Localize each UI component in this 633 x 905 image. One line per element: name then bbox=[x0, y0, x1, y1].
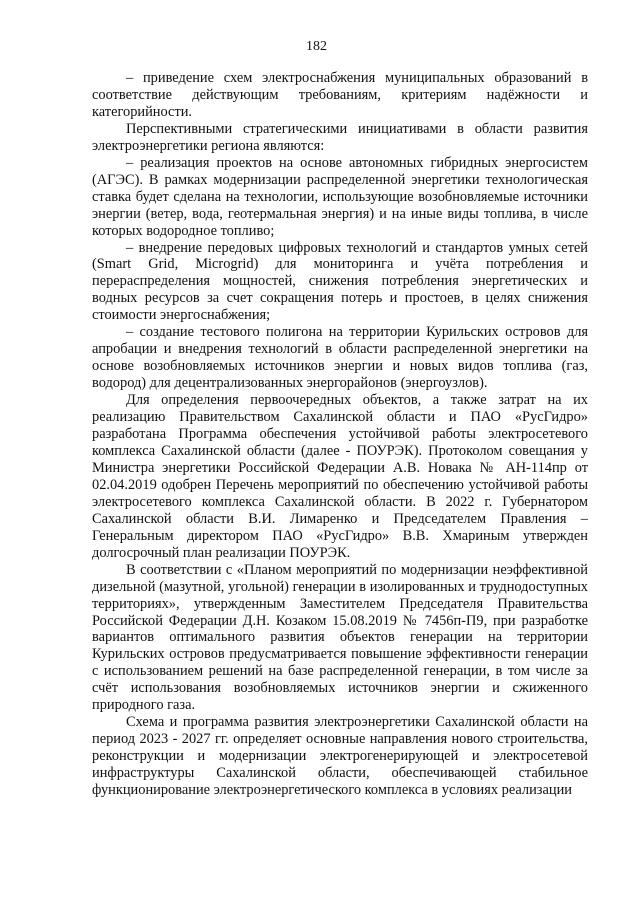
body-text bbox=[92, 70, 588, 799]
paragraph: Перспективными стратегическими инициативами в области развития электроэнергетики региона являются: bbox=[92, 120, 588, 154]
paragraph: Схема и программа развития электроэнергетики Сахалинской области на период 2023 - 2027 гг. определяет основные направления нового строительства, реконструкции и модернизации электрогенерирующей и электросетевой инфраструктуры Сахалинской области, обеспечивающей стабильное функционирование электроэнергетического комплекса в условиях реализации bbox=[92, 714, 588, 799]
paragraph: Для определения первоочередных объектов, а также затрат на их реализацию Правительством Сахалинской области и ПАО «РусГидро» разработана Программа обеспечения устойчивой работы электросетевого комплекса Сахалинской области (далее - ПОУРЭК). Протоколом совещания у Министра энергетики Российской Федерации А.В. Новака № АН-114пр от 02.04.2019 одобрен Перечень мероприятий по обеспечению устойчивой работы электросетевого комплекса Сахалинской области. В 2022 г. Губернатором Сахалинской области В.И. Лимаренко и Председателем Правления – Генеральным директором ПАО «РусГидро» В.В. Хмариным утвержден долгосрочный план реализации ПОУРЭК. bbox=[92, 392, 588, 561]
paragraph: – реализация проектов на основе автономных гибридных энергосистем (АГЭС). В рамках модернизации распределенной энергетики технологическая ставка будет сделана на технологии, использующие возобновляемые источники энергии (ветер, вода, геотермальная энергия) и на иные виды топлива, в числе которых водородное топливо; bbox=[92, 154, 588, 239]
paragraph: – приведение схем электроснабжения муниципальных образований в соответствие действующим требованиям, критериям надёжности и категорийности. bbox=[92, 70, 588, 120]
page-number: 182 bbox=[306, 39, 327, 54]
paragraph: – создание тестового полигона на территории Курильских островов для апробации и внедрения технологий в области распределенной энергетики на основе возобновляемых источников энергии и новых видов топлива (газ, водород) для децентрализованных энергорайонов (энергоузлов). bbox=[92, 324, 588, 392]
paragraph: – внедрение передовых цифровых технологий и стандартов умных сетей (Smart Grid, Microgrid) для мониторинга и учёта потребления и перераспределения мощностей, снижения потребления энергетических и водных ресурсов за счет сокращения потерь и простоев, в целях снижения стоимости энергоснабжения; bbox=[92, 239, 588, 324]
paragraph: В соответствии с «Планом мероприятий по модернизации неэффективной дизельной (мазутной, угольной) генерации в изолированных и труднодоступных территориях», утвержденным Заместителем Председателя Правительства Российской Федерации Д.Н. Козаком 15.08.2019 № 7456п-П9, при разработке вариантов оптимального развития объектов генерации на территории Курильских островов предусматривается повышение эффективности генерации с использованием решений на базе распределенной генерации, в том числе за счёт использования возобновляемых источников энергии и сжиженного природного газа. bbox=[92, 561, 588, 714]
